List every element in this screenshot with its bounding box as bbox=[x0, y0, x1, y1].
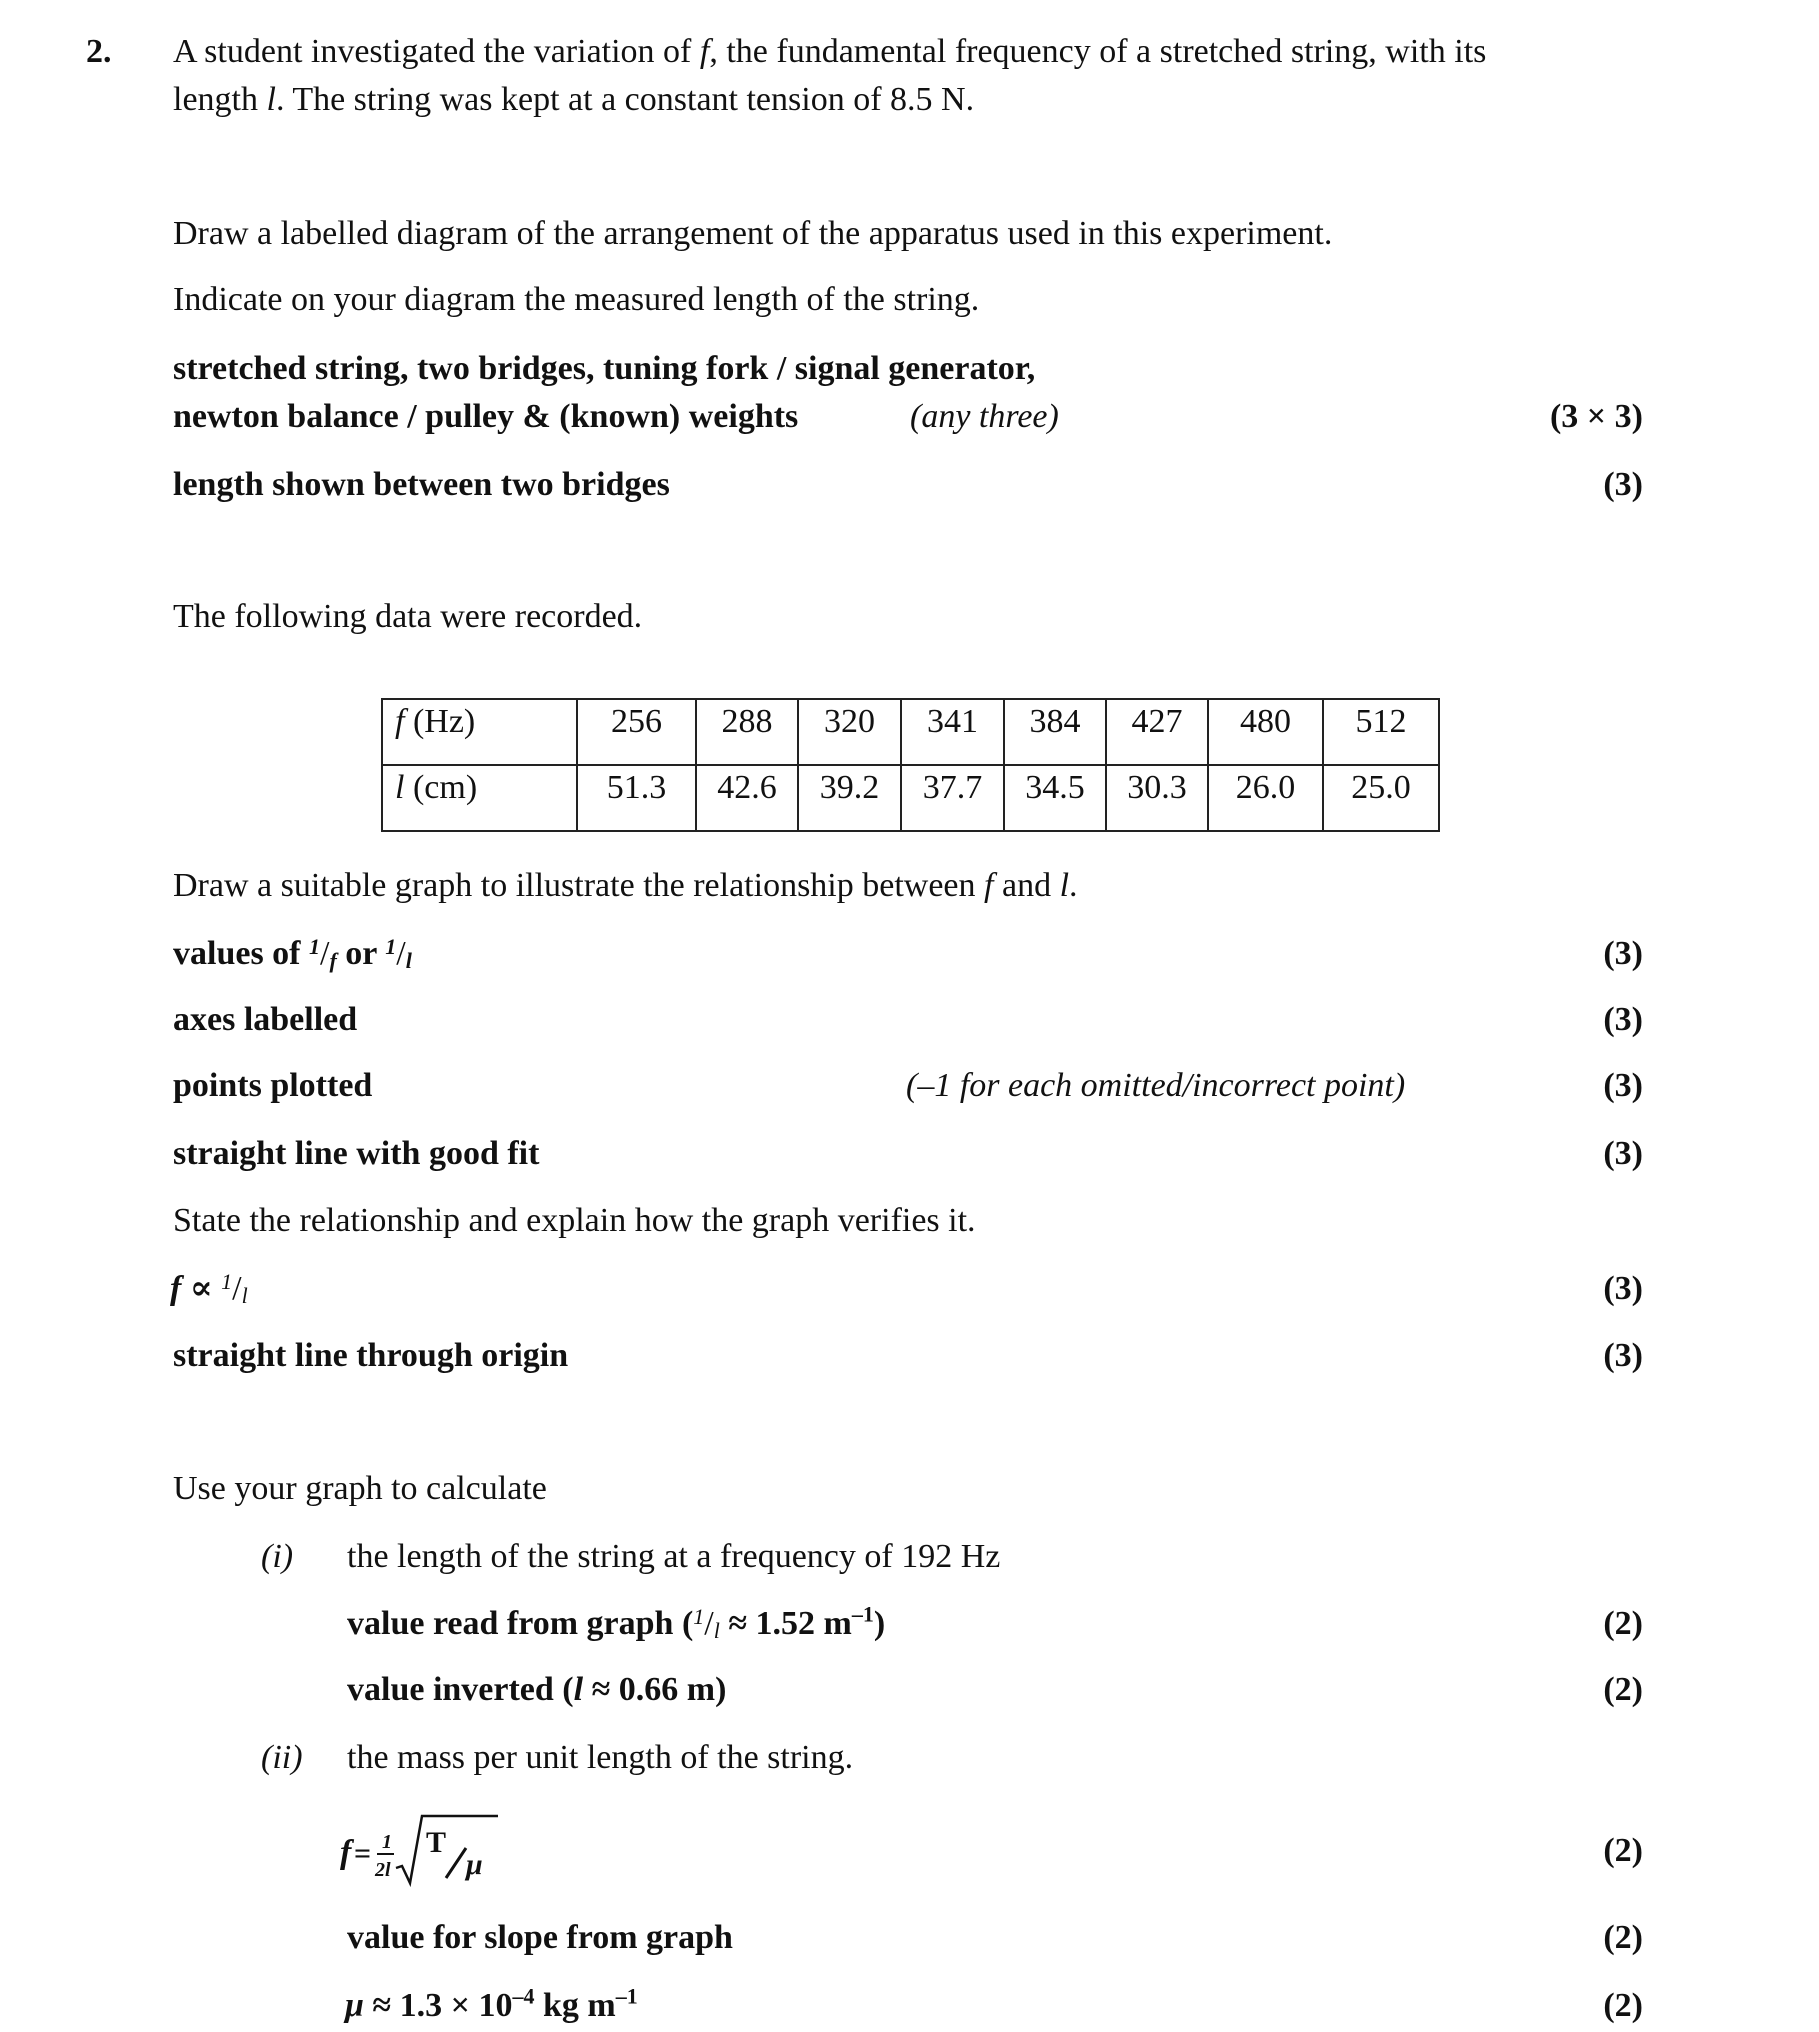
variable-f: f bbox=[984, 867, 994, 904]
marks-formula: (2) bbox=[1603, 1832, 1643, 1869]
marks-relationship: (3) bbox=[1603, 1270, 1643, 1307]
superscript: –4 bbox=[512, 1983, 535, 2009]
fraction-slash: / bbox=[232, 1270, 242, 1307]
header-unit: (Hz) bbox=[404, 703, 476, 740]
table-cell: 37.7 bbox=[901, 765, 1004, 831]
fraction-numerator: 1 bbox=[309, 934, 320, 959]
table-header-length bbox=[382, 765, 577, 831]
answer-length-shown: length shown between two bridges bbox=[173, 466, 670, 503]
intro-text: length bbox=[173, 81, 267, 118]
variable-mu: μ bbox=[345, 1987, 364, 2024]
fraction-numerator: 1 bbox=[693, 1604, 705, 1629]
intro-text: A student investigated the variation of bbox=[173, 33, 700, 70]
data-intro: The following data were recorded. bbox=[173, 598, 643, 635]
table-cell: 25.0 bbox=[1323, 765, 1439, 831]
marks-values: (3) bbox=[1603, 935, 1643, 972]
marks-mu: (2) bbox=[1603, 1987, 1643, 2024]
formula-rad-num: T bbox=[426, 1826, 447, 1859]
table-cell: 256 bbox=[577, 699, 696, 765]
marks-slope: (2) bbox=[1603, 1919, 1643, 1956]
answer-relationship bbox=[170, 1269, 248, 1312]
answer-apparatus-line-1: stretched string, two bridges, tuning fork / signal generator, bbox=[173, 350, 1036, 387]
note-any-three: (any three) bbox=[910, 398, 1059, 435]
question-number: 2. bbox=[86, 33, 112, 70]
table-cell: 288 bbox=[696, 699, 798, 765]
fraction-numerator: 1 bbox=[221, 1269, 233, 1294]
marks-axes: (3) bbox=[1603, 1001, 1643, 1038]
answer-text: kg m bbox=[534, 1987, 616, 2024]
criterion-values bbox=[173, 934, 412, 977]
answer-text: ≈ 0.66 m) bbox=[583, 1671, 727, 1708]
formula-rad-den: μ bbox=[466, 1848, 483, 1881]
answer-text: ) bbox=[873, 1605, 886, 1642]
table-row-length bbox=[382, 765, 1439, 831]
criterion-points: points plotted bbox=[173, 1067, 373, 1104]
fraction-slash: / bbox=[396, 935, 406, 972]
prompt-text: and bbox=[993, 867, 1060, 904]
header-unit: (cm) bbox=[404, 769, 478, 806]
answer-text: value read from graph ( bbox=[347, 1605, 694, 1642]
marks-length-shown: (3) bbox=[1603, 466, 1643, 503]
marks-apparatus: (3 × 3) bbox=[1549, 398, 1643, 435]
criterion-or: or bbox=[336, 935, 386, 972]
prompt-use-graph: Use your graph to calculate bbox=[173, 1470, 547, 1507]
prompt-text: . bbox=[1069, 867, 1078, 904]
superscript: –1 bbox=[851, 1601, 874, 1627]
marks-points: (3) bbox=[1603, 1067, 1643, 1104]
fraction-denominator: l bbox=[241, 1283, 248, 1308]
prompt-state-relationship: State the relationship and explain how the graph verifies it. bbox=[173, 1202, 976, 1239]
prompt-text: Draw a suitable graph to illustrate the relationship between bbox=[173, 867, 985, 904]
sub-label-ii: (ii) bbox=[261, 1739, 303, 1776]
criterion-straight-line: straight line with good fit bbox=[173, 1135, 540, 1172]
variable-l: l bbox=[1059, 867, 1070, 904]
table-cell: 341 bbox=[901, 699, 1004, 765]
marks-value-read: (2) bbox=[1603, 1605, 1643, 1642]
sub-i-prompt: the length of the string at a frequency of 192 Hz bbox=[347, 1538, 1001, 1575]
fraction-numerator: 1 bbox=[385, 934, 397, 959]
fraction-denominator: l bbox=[713, 1618, 720, 1643]
table-cell: 320 bbox=[798, 699, 901, 765]
answer-value-read bbox=[347, 1601, 886, 1647]
table-cell: 427 bbox=[1106, 699, 1208, 765]
data-table bbox=[381, 698, 1440, 832]
superscript: –1 bbox=[615, 1983, 638, 2009]
table-cell: 26.0 bbox=[1208, 765, 1323, 831]
variable-l: l bbox=[573, 1671, 584, 1708]
sqrt-sign bbox=[396, 1816, 498, 1883]
answer-text: ≈ 1.3 × 10 bbox=[363, 1987, 513, 2024]
marks-through-origin: (3) bbox=[1603, 1337, 1643, 1374]
prompt-draw-diagram: Draw a labelled diagram of the arrangement of the apparatus used in this experiment. bbox=[173, 215, 1333, 252]
prompt-indicate-length: Indicate on your diagram the measured length of the string. bbox=[173, 281, 980, 318]
table-cell: 51.3 bbox=[577, 765, 696, 831]
variable-f: f bbox=[170, 1270, 182, 1307]
criterion-axes: axes labelled bbox=[173, 1001, 358, 1038]
answer-text: value inverted ( bbox=[347, 1671, 574, 1708]
table-cell: 39.2 bbox=[798, 765, 901, 831]
formula-graphic bbox=[338, 1808, 508, 1888]
question-intro-line-1 bbox=[173, 32, 1486, 72]
sub-label-i: (i) bbox=[261, 1538, 294, 1575]
table-cell: 42.6 bbox=[696, 765, 798, 831]
table-row-frequency bbox=[382, 699, 1439, 765]
fraction-slash: / bbox=[704, 1605, 714, 1642]
header-var: l bbox=[395, 769, 405, 806]
sub-ii-prompt: the mass per unit length of the string. bbox=[347, 1739, 854, 1776]
variable-l: l bbox=[266, 81, 276, 118]
criterion-label: values of bbox=[173, 935, 309, 972]
fraction-slash: / bbox=[320, 935, 330, 972]
fraction-denominator: f bbox=[329, 948, 337, 973]
header-var: f bbox=[395, 703, 405, 740]
formula-equals: = bbox=[354, 1837, 372, 1870]
answer-through-origin: straight line through origin bbox=[173, 1337, 569, 1374]
intro-text: , the fundamental frequency of a stretched string, with its bbox=[709, 33, 1487, 70]
formula-num: 1 bbox=[382, 1831, 392, 1853]
proportional-symbol: ∝ bbox=[181, 1270, 222, 1307]
marks-straight-line: (3) bbox=[1603, 1135, 1643, 1172]
note-omitted-points: (–1 for each omitted/incorrect point) bbox=[906, 1067, 1406, 1104]
table-cell: 480 bbox=[1208, 699, 1323, 765]
answer-slope: value for slope from graph bbox=[347, 1919, 733, 1956]
marks-value-inverted: (2) bbox=[1603, 1671, 1643, 1708]
answer-value-inverted bbox=[347, 1670, 726, 1710]
fraction-denominator: l bbox=[405, 948, 412, 973]
formula-den: 2l bbox=[375, 1859, 391, 1881]
answer-apparatus-line-2: newton balance / pulley & (known) weights bbox=[173, 398, 799, 435]
table-cell: 30.3 bbox=[1106, 765, 1208, 831]
question-intro-line-2 bbox=[173, 80, 974, 120]
table-cell: 384 bbox=[1004, 699, 1106, 765]
table-cell: 34.5 bbox=[1004, 765, 1106, 831]
frequency-formula bbox=[338, 1808, 508, 1888]
formula-lhs: f bbox=[340, 1834, 352, 1871]
table-cell: 512 bbox=[1323, 699, 1439, 765]
answer-mu bbox=[345, 1983, 638, 2026]
prompt-draw-graph bbox=[173, 866, 1078, 906]
intro-text: . The string was kept at a constant tension of 8.5 N. bbox=[275, 81, 975, 118]
answer-text: ≈ 1.52 m bbox=[719, 1605, 852, 1642]
variable-f: f bbox=[699, 33, 710, 70]
table-header-frequency bbox=[382, 699, 577, 765]
